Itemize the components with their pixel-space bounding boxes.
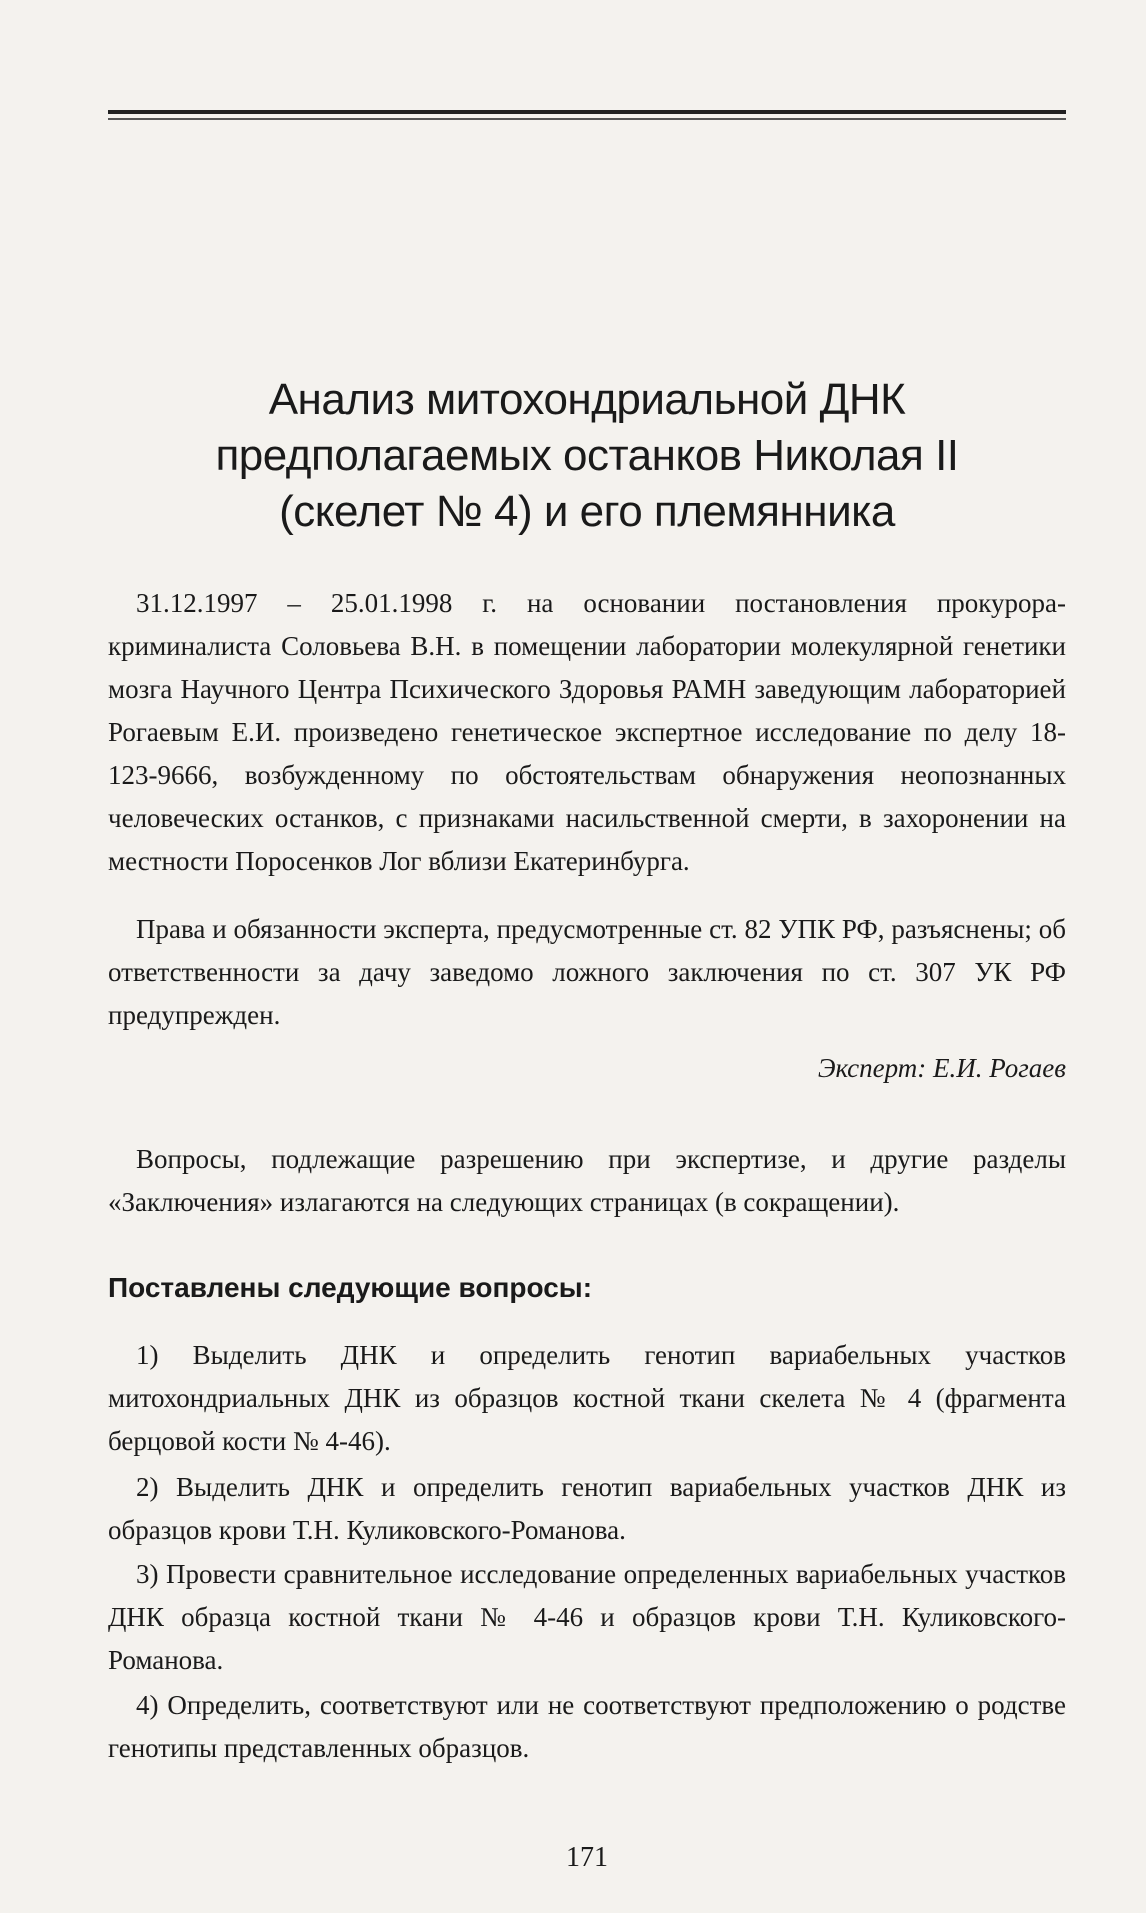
page-number: 171 [566, 1842, 608, 1873]
questions-heading: Поставлены следующие вопросы: [108, 1272, 593, 1303]
title-line: предполагаемых останков Николая II [215, 431, 959, 480]
rights-paragraph: Права и обязанности эксперта, предусмотренные ст. 82 УПК РФ, разъяснены; об ответственности за дачу заведомо ложного заключения по ст. 307 УК РФ предупрежден. [108, 914, 1066, 1030]
question-item: 1) Выделить ДНК и определить генотип вариабельных участков митохондриальных ДНК из образцов костной ткани скелета № 4 (фрагмента берцовой кости № 4-46). [108, 1340, 1066, 1456]
title-line: (скелет № 4) и его племянника [279, 487, 895, 536]
question-item: 4) Определить, соответствуют или не соответствуют предположению о родстве генотипы представленных образцов. [108, 1690, 1066, 1763]
expert-signature: Эксперт: Е.И. Рогаев [817, 1053, 1066, 1083]
questions-note-paragraph: Вопросы, подлежащие разрешению при экспертизе, и другие разделы «Заключения» излагаются на следующих страницах (в сокращении). [108, 1144, 1066, 1217]
question-item: 3) Провести сравнительное исследование определенных вариабельных участков ДНК образца костной ткани № 4-46 и образцов крови Т.Н. Куликовского-Романова. [108, 1559, 1066, 1675]
document-title [108, 372, 1066, 540]
title-line: Анализ митохондриальной ДНК [268, 375, 906, 424]
header-rule-thin [108, 118, 1066, 120]
question-item: 2) Выделить ДНК и определить генотип вариабельных участков ДНК из образцов крови Т.Н. Куликовского-Романова. [108, 1472, 1066, 1545]
intro-paragraph: 31.12.1997 – 25.01.1998 г. на основании постановления прокурора-криминалиста Соловьева В.Н. в помещении лаборатории молекулярной генетики мозга Научного Центра Психического Здоровья РАМН заведующим лабораторией Рогаевым Е.И. произведено генетическое экспертное исследование по делу 18-123-9666, возбужденному по обстоятельствам обнаружения неопознанных человеческих останков, с признаками насильственной смерти, в захоронении на местности Поросенков Лог вблизи Екатеринбурга. [108, 588, 1066, 876]
header-rule [108, 110, 1066, 114]
